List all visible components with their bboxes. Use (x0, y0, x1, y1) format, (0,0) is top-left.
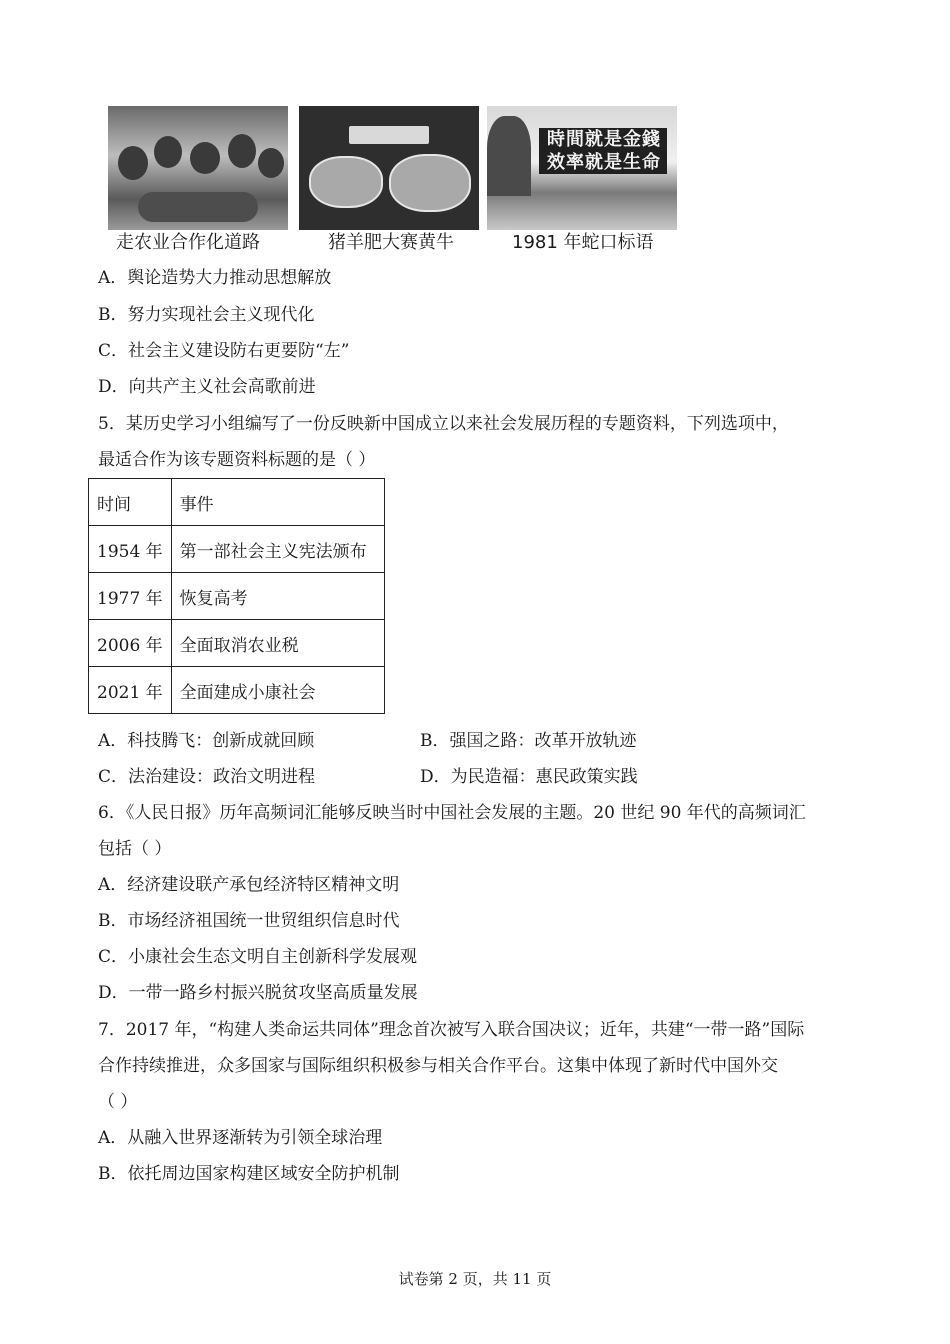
table-row (89, 667, 385, 714)
table-header-row (89, 479, 385, 526)
table-cell-event: 第一部社会主义宪法颁布 (171, 526, 384, 573)
q7-option-b: B．依托周边国家构建区域安全防护机制 (98, 1164, 400, 1184)
image-caption-3: 1981 年蛇口标语 (512, 232, 654, 253)
q6-option-a: A．经济建设联产承包经济特区精神文明 (98, 875, 400, 895)
q5-option-d: D．为民造福：惠民政策实践 (420, 767, 638, 787)
table-row (89, 573, 385, 620)
q7-stem-line-2: 合作持续推进，众多国家与国际组织积极参与相关合作平台。这集中体现了新时代中国外交 (98, 1056, 778, 1076)
table-cell-event: 全面建成小康社会 (171, 667, 384, 714)
table-cell-year: 1954 年 (89, 526, 172, 573)
table-cell-year: 1977 年 (89, 573, 172, 620)
table-cell-event: 全面取消农业税 (171, 620, 384, 667)
table-header-time: 时间 (89, 479, 172, 526)
poster-livestock (299, 106, 479, 230)
slogan-line-1: 時間就是金錢 (547, 129, 661, 150)
page-footer: 试卷第 2 页，共 11 页 (398, 1270, 552, 1288)
table-header-event: 事件 (171, 479, 384, 526)
image-caption-1: 走农业合作化道路 (116, 232, 260, 253)
q7-stem-line-3: （ ） (98, 1092, 138, 1112)
q4-option-d: D．向共产主义社会高歌前进 (98, 377, 316, 397)
image-caption-2: 猪羊肥大赛黄牛 (328, 232, 454, 253)
table-row (89, 526, 385, 573)
image-strip (108, 106, 678, 230)
slogan-line-2: 效率就是生命 (547, 152, 661, 173)
table-cell-year: 2006 年 (89, 620, 172, 667)
poster-banner (349, 126, 429, 144)
q6-stem-line-2: 包括（ ） (98, 839, 172, 859)
q6-option-d: D．一带一路乡村振兴脱贫攻坚高质量发展 (98, 983, 418, 1003)
slogan-board (539, 128, 667, 174)
q4-option-a: A．舆论造势大力推动思想解放 (98, 268, 332, 288)
q7-stem-line-1: 7．2017 年，“构建人类命运共同体”理念首次被写入联合国决议；近年，共建“一带一路”国际 (98, 1020, 805, 1040)
q5-stem-line-2: 最适合作为该专题资料标题的是（ ） (98, 450, 376, 470)
q5-option-b: B．强国之路：改革开放轨迹 (420, 731, 637, 751)
table-cell-year: 2021 年 (89, 667, 172, 714)
q4-option-c: C．社会主义建设防右更要防“左” (98, 341, 350, 361)
photo-shekou-slogan (487, 106, 677, 230)
q7-option-a: A．从融入世界逐渐转为引领全球治理 (98, 1128, 383, 1148)
q6-option-b: B．市场经济祖国统一世贸组织信息时代 (98, 911, 400, 931)
q5-option-c: C．法治建设：政治文明进程 (98, 767, 316, 787)
q5-stem-line-1: 5．某历史学习小组编写了一份反映新中国成立以来社会发展历程的专题资料，下列选项中， (98, 414, 789, 434)
photo-cooperative-road (108, 106, 288, 230)
table-row (89, 620, 385, 667)
q6-stem-line-1: 6．《人民日报》历年高频词汇能够反映当时中国社会发展的主题。20 世纪 90 年代的高频词汇 (98, 803, 806, 823)
q4-option-b: B．努力实现社会主义现代化 (98, 305, 315, 325)
table-cell-event: 恢复高考 (171, 573, 384, 620)
q5-events-table (88, 478, 385, 714)
q6-option-c: C．小康社会生态文明自主创新科学发展观 (98, 947, 418, 967)
tree-silhouette (487, 116, 531, 196)
q5-option-a: A．科技腾飞：创新成就回顾 (98, 731, 315, 751)
